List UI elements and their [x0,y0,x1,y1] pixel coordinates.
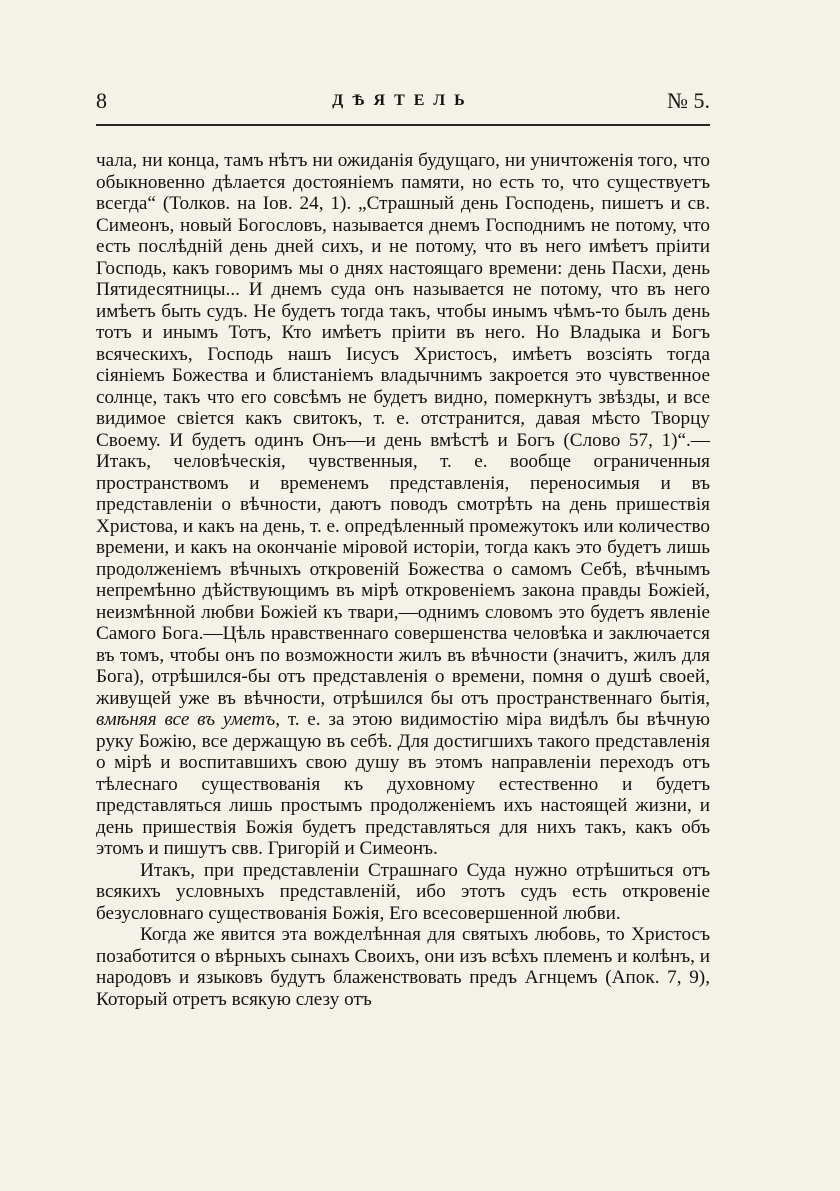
journal-page [96,88,711,1010]
emphasized-text: вмѣняя все въ уметъ [96,709,276,730]
header-rule [96,124,710,126]
issue-number: № 5. [667,88,710,113]
running-title: ДѢЯТЕЛЬ [332,92,474,109]
page-header [96,88,710,122]
paragraph: Итакъ, при представленіи Страшнаго Суда нужно отрѣшиться отъ всякихъ условныхъ представленій, ибо этотъ судъ есть откровеніе безусловнаго существованія Божія, Его всесовершенной любви. [96,859,710,924]
article-body [96,150,710,1010]
paragraph: Когда же явится эта вожделѣнная для святыхъ любовь, то Христосъ позаботится о вѣрныхъ сынахъ Своихъ, они изъ всѣхъ племенъ и колѣнъ, и народовъ и языковъ будутъ блаженствовать предъ Агнцемъ (Апок. 7, 9), Который отретъ всякую слезу отъ [96,924,710,1010]
paragraph-text: , т. е. за этою видимостію міра видѣлъ бы вѣчную руку Божію, все держащую въ себѣ. Для достигшихъ такого представленія о мірѣ и воспитавшихъ свою душу въ этомъ направленіи переходъ отъ тѣлеснаго существованія къ духовному естественно и будетъ представляться лишь простымъ продолженіемъ ихъ настоящей жизни, и день пришествія Божія будетъ представляться для нихъ такъ, какъ объ этомъ и пишутъ свв. Григорій и Симеонъ. [96,709,710,859]
page-number: 8 [96,88,107,113]
paragraph [96,150,710,860]
paragraph-text: чала, ни конца, тамъ нѣтъ ни ожиданія будущаго, ни уничтоженія того, что обыкновенно дѣлается достояніемъ памяти, но есть то, что существуетъ всегда“ (Толков. на Іов. 24, 1). „Страшный день Господень, пишетъ и св. Симеонъ, новый Богословъ, называется днемъ Господнимъ не потому, что есть послѣдній день дней сихъ, и не потому, что въ него имѣетъ пріити Господь, какъ говоримъ мы о днях настоящаго времени: день Пасхи, день Пятидесятницы... И днемъ суда онъ называется не потому, что въ него имѣетъ быть судъ. Не будетъ тогда такъ, чтобы инымъ чѣмъ-то былъ день тотъ и инымъ Тотъ, Кто имѣетъ пріити въ него. Но Владыка и Богъ всяческихъ, Господь нашъ Іисусъ Христосъ, имѣетъ возсіять тогда сіяніемъ Божества и блистаніемъ владычнимъ закроется это чувственное солнце, такъ что его совсѣмъ не будетъ видно, померкнутъ звѣзды, и все видимое свіется какъ свитокъ, т. е. отстранится, давая мѣсто Творцу Своему. И будетъ одинъ Онъ—и день вмѣстѣ и Богъ (Слово 57, 1)“.—Итакъ, человѣческія, чувственныя, т. е. вообще ограниченныя пространствомъ и временемъ представленія, переносимыя и въ представленіи о вѣчности, даютъ поводъ смотрѣть на день пришествія Христова, и какъ на день, т. е. опредѣленный промежутокъ или количество времени, и какъ на окончаніе міровой исторіи, тогда какъ это будетъ лишь продолженіемъ вѣчныхъ откровеній Божества о самомъ Себѣ, вѣчнымъ непремѣнно дѣйствующимъ въ мірѣ откровеніемъ закона правды Божіей, неизмѣнной любви Божіей къ твари,—однимъ словомъ это будетъ явленіе Самого Бога.—Цѣль нравственнаго совершенства человѣка и заключается въ томъ, чтобы онъ по возможности жилъ въ вѣчности (значитъ, жилъ для Бога), отрѣшился-бы отъ представленія о времени, помня о душѣ своей, живущей уже въ вѣчности, отрѣшился бы отъ пространственнаго бытія, [96,150,711,709]
